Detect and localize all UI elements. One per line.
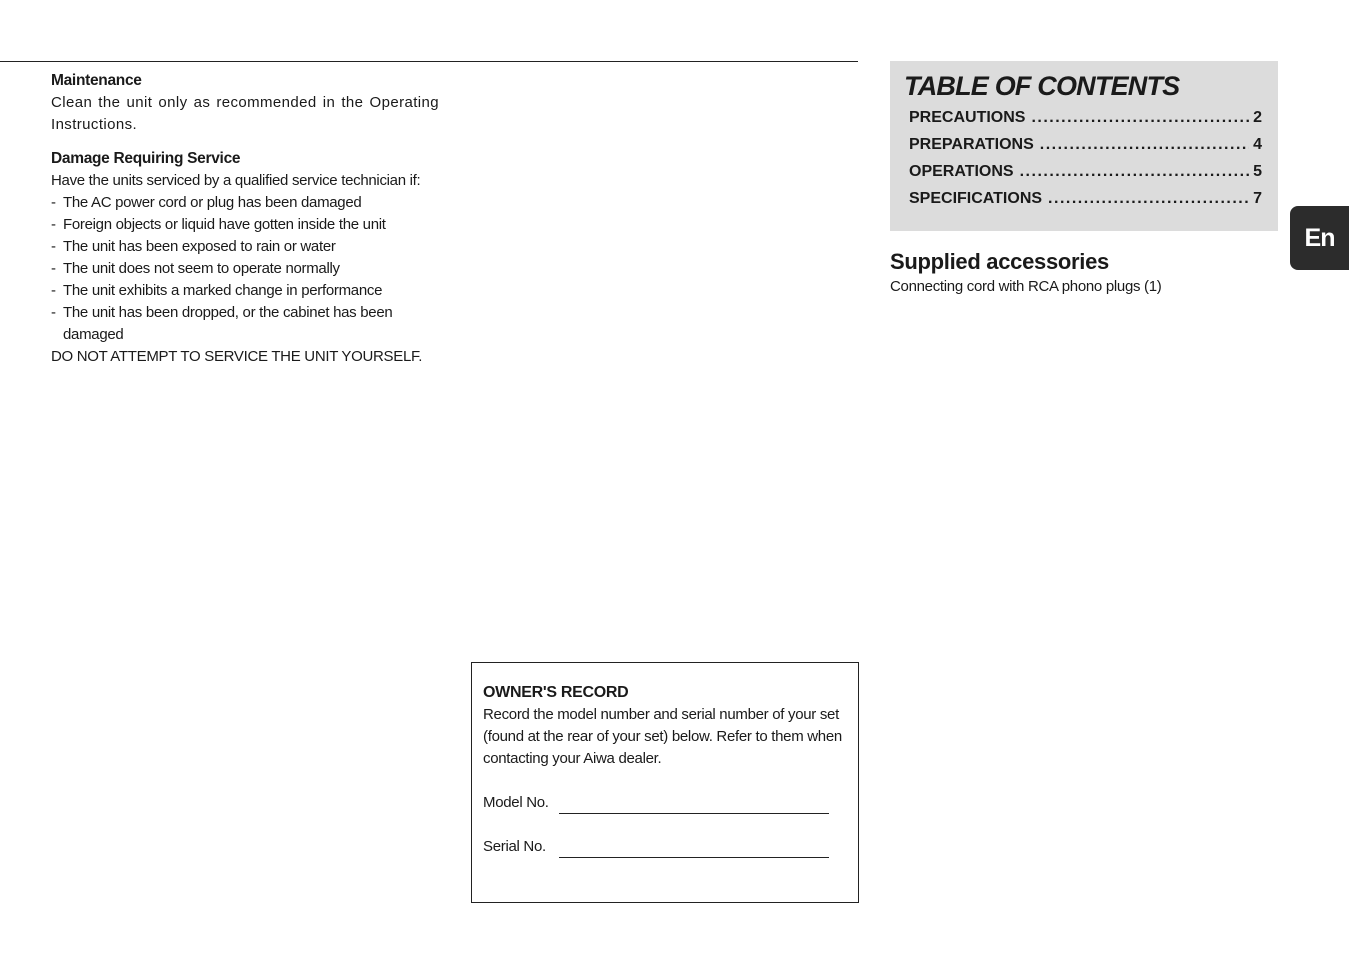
supplied-accessories (890, 248, 1278, 298)
serial-number-blank (559, 839, 829, 858)
list-item: - The unit has been exposed to rain or water (51, 236, 439, 258)
toc-list (909, 109, 1262, 217)
toc-leader-dots (1048, 190, 1249, 208)
language-tab: En (1290, 206, 1349, 270)
model-number-blank (559, 795, 829, 814)
toc-leader-dots (1040, 136, 1249, 154)
list-item: - The unit exhibits a marked change in performance (51, 280, 439, 302)
model-number-label: Model No. (483, 794, 549, 811)
toc-page-number: 7 (1253, 190, 1262, 207)
toc-page-number: 5 (1253, 163, 1262, 180)
top-divider (0, 61, 858, 62)
toc-item-operations[interactable] (909, 163, 1262, 190)
toc-label: SPECIFICATIONS (909, 190, 1043, 207)
toc-leader-dots (1020, 163, 1249, 181)
toc-label: OPERATIONS (909, 163, 1014, 180)
owners-record-heading: OWNER'S RECORD (483, 684, 629, 701)
precautions-column (51, 70, 439, 368)
serial-number-field (483, 836, 851, 858)
toc-label: PRECAUTIONS (909, 109, 1026, 126)
toc-page-number: 4 (1253, 136, 1262, 153)
accessories-heading: Supplied accessories (890, 249, 1109, 274)
toc-page-number: 2 (1253, 109, 1262, 126)
table-of-contents (890, 61, 1278, 231)
damage-heading: Damage Requiring Service (51, 150, 241, 167)
toc-item-preparations[interactable] (909, 136, 1262, 163)
toc-label: PREPARATIONS (909, 136, 1034, 153)
owners-record-text: Record the model number and serial number of your set (found at the rear of your set) below. Refer to them when contacting your Aiwa dealer. (483, 706, 842, 767)
owners-record-box (471, 662, 859, 903)
toc-item-precautions[interactable] (909, 109, 1262, 136)
accessories-text: Connecting cord with RCA phono plugs (1) (890, 278, 1162, 295)
model-number-field (483, 792, 851, 814)
list-item: - The unit has been dropped, or the cabinet has been damaged (51, 302, 439, 346)
list-item: - The AC power cord or plug has been damaged (51, 192, 439, 214)
toc-title: TABLE OF CONTENTS (904, 71, 1180, 101)
list-item: - Foreign objects or liquid have gotten inside the unit (51, 214, 439, 236)
list-item: - The unit does not seem to operate normally (51, 258, 439, 280)
serial-number-label: Serial No. (483, 838, 546, 855)
damage-intro: Have the units serviced by a qualified service technician if: (51, 172, 421, 189)
toc-leader-dots (1031, 109, 1249, 127)
damage-list (51, 192, 439, 346)
maintenance-heading: Maintenance (51, 72, 142, 89)
service-warning: DO NOT ATTEMPT TO SERVICE THE UNIT YOURSELF. (51, 348, 423, 365)
maintenance-text: Clean the unit only as recommended in the Operating Instructions. (51, 94, 439, 133)
toc-item-specifications[interactable] (909, 190, 1262, 217)
